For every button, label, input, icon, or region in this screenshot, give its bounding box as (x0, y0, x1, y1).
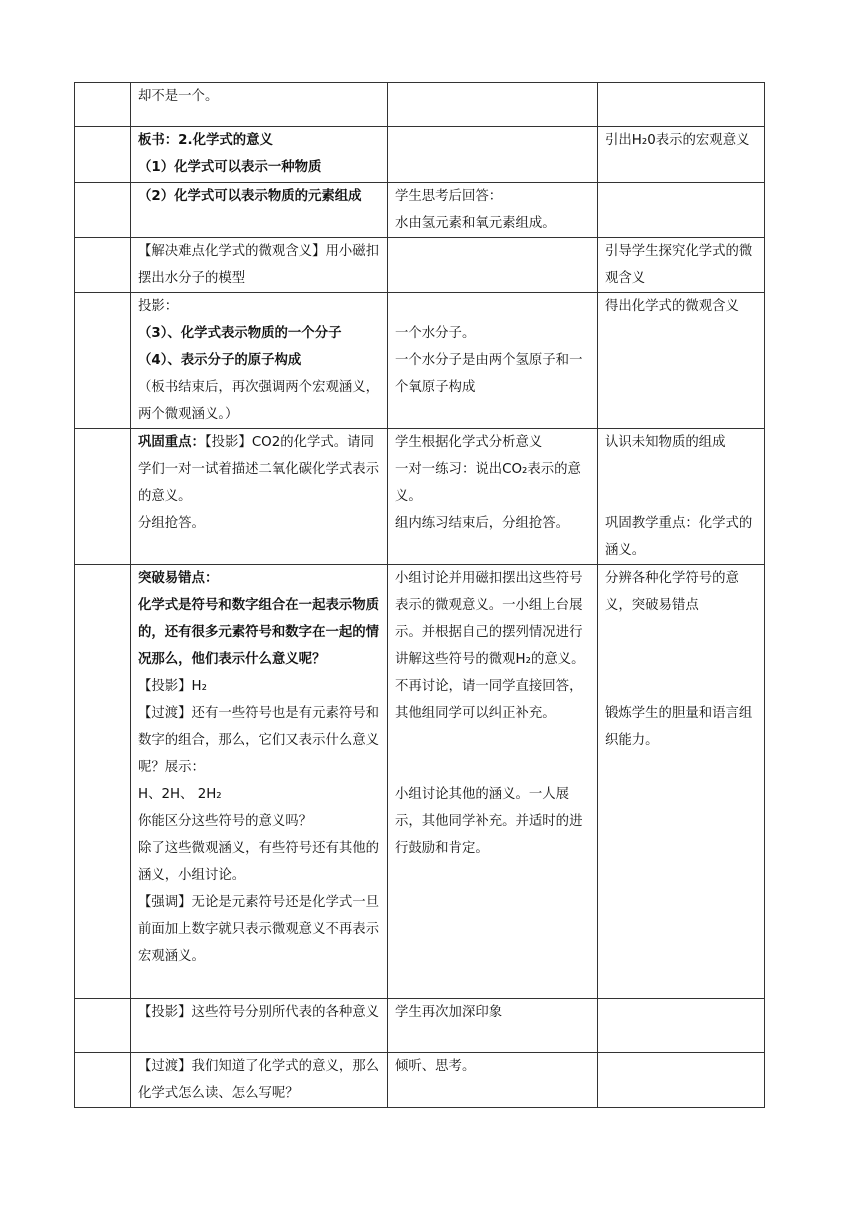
student-activity-cell (388, 83, 598, 127)
blank-line (605, 619, 757, 646)
cell-text-line (138, 154, 380, 181)
text-segment: 巩固重点： (138, 435, 205, 450)
cell-text-line (138, 700, 380, 781)
text-segment: 除了这些微观涵义，有些符号还有其他的涵义，小组讨论。 (138, 841, 380, 883)
content-cell (131, 83, 388, 127)
table-row (75, 83, 765, 127)
row-blank-cell (75, 127, 131, 183)
cell-text-line (138, 374, 380, 428)
row-blank-cell (75, 429, 131, 565)
cell-text-line (138, 999, 380, 1026)
cell-text-line (395, 320, 590, 347)
text-segment: 水由氢元素和氧元素组成。 (395, 216, 556, 231)
student-activity-cell (388, 238, 598, 293)
cell-text-line (395, 999, 590, 1026)
cell-text-line (605, 510, 757, 564)
cell-text-line (138, 565, 380, 592)
cell-text-line (138, 781, 380, 808)
text-segment: 组内练习结束后，分组抢答。 (395, 516, 570, 531)
text-segment: 【过渡】我们知道了化学式的意义，那么化学式怎么读、怎么写呢？ (138, 1059, 380, 1101)
text-segment: 【投影】H₂ (138, 679, 207, 694)
content-cell (131, 1053, 388, 1108)
text-segment: H、2H、 2H₂ (138, 787, 222, 802)
cell-text-line (138, 320, 380, 347)
text-segment: 学生思考后回答： (395, 189, 503, 204)
content-cell (131, 238, 388, 293)
blank-line (395, 727, 590, 754)
text-segment: 分组抢答。 (138, 516, 205, 531)
table-row (75, 238, 765, 293)
cell-text-line (138, 592, 380, 673)
content-cell (131, 999, 388, 1053)
blank-line (605, 646, 757, 673)
design-intent-cell (598, 183, 765, 238)
text-segment: 学生再次加深印象 (395, 1005, 503, 1020)
text-segment: 得出化学式的微观含义 (605, 299, 739, 314)
text-segment: 突破易错点： (138, 571, 219, 586)
design-intent-cell (598, 999, 765, 1053)
design-intent-cell (598, 429, 765, 565)
cell-text-line (138, 83, 380, 110)
table-row (75, 293, 765, 429)
student-activity-cell (388, 293, 598, 429)
text-segment: 板书：2.化学式的意义 (138, 133, 273, 148)
table-row (75, 999, 765, 1053)
student-activity-cell (388, 999, 598, 1053)
text-segment: （4）、表示分子的原子构成 (138, 353, 302, 368)
student-activity-cell (388, 1053, 598, 1108)
cell-text-line (138, 127, 380, 154)
row-blank-cell (75, 565, 131, 999)
cell-text-line (395, 210, 590, 237)
row-blank-cell (75, 293, 131, 429)
cell-text-line (138, 429, 380, 510)
text-segment: （2）化学式可以表示物质的元素组成 (138, 189, 362, 204)
text-segment: 引导学生探究化学式的微观含义 (605, 244, 753, 286)
text-segment: 化学式是符号和数字组合在一起表示物质的，还有很多元素符号和数字在一起的情况那么，他们表示什么意义呢？ (138, 598, 380, 667)
table-row (75, 1053, 765, 1108)
blank-line (605, 483, 757, 510)
cell-text-line (138, 673, 380, 700)
cell-text-line (605, 700, 757, 754)
cell-text-line (395, 456, 590, 510)
table-body (75, 83, 765, 1108)
design-intent-cell (598, 127, 765, 183)
table-row (75, 429, 765, 565)
cell-text-line (395, 183, 590, 210)
cell-text-line (138, 889, 380, 970)
cell-text-line (395, 510, 590, 537)
design-intent-cell (598, 1053, 765, 1108)
cell-text-line (138, 835, 380, 889)
text-segment: 却不是一个。 (138, 89, 219, 104)
text-segment: 倾听、思考。 (395, 1059, 476, 1074)
table-row (75, 565, 765, 999)
text-segment: 一个水分子是由两个氢原子和一个氧原子构成 (395, 353, 583, 395)
table-row (75, 183, 765, 238)
text-segment: （1）化学式可以表示一种物质 (138, 160, 322, 175)
text-segment: 【投影】这些符号分别所代表的各种意义 (138, 1005, 380, 1020)
student-activity-cell (388, 127, 598, 183)
student-activity-cell (388, 565, 598, 999)
cell-text-line (605, 293, 757, 320)
cell-text-line (138, 293, 380, 320)
cell-text-line (395, 1053, 590, 1080)
design-intent-cell (598, 293, 765, 429)
cell-text-line (138, 510, 380, 537)
text-segment: （3）、化学式表示物质的一个分子 (138, 326, 342, 341)
row-blank-cell (75, 83, 131, 127)
cell-text-line (138, 238, 380, 292)
text-segment: 锻炼学生的胆量和语言组织能力。 (605, 706, 753, 748)
cell-text-line (395, 781, 590, 862)
student-activity-cell (388, 429, 598, 565)
content-cell (131, 183, 388, 238)
cell-text-line (605, 238, 757, 292)
cell-text-line (138, 183, 380, 210)
cell-text-line (138, 1053, 380, 1107)
text-segment: 【解决难点化学式的微观含义】用小磁扣摆出水分子的模型 (138, 244, 380, 286)
text-segment-tail: 【投影】CO2的化学式。请同学们一对一试着描述二氧化碳化学式表示的意义。 (138, 435, 380, 504)
text-segment: 认识未知物质的组成 (605, 435, 726, 450)
text-segment: 小组讨论并用磁扣摆出这些符号表示的微观意义。一小组上台展示。并根据自己的摆列情况进行讲解这些符号的微观H₂的意义。不再讨论，请一同学直接回答，其他组同学可以纠正补充。 (395, 571, 585, 721)
content-cell (131, 429, 388, 565)
cell-text-line (605, 127, 757, 154)
table-row (75, 127, 765, 183)
text-segment: 小组讨论其他的涵义。一人展示，其他同学补充。并适时的进行鼓励和肯定。 (395, 787, 583, 856)
blank-line (395, 754, 590, 781)
text-segment: 【强调】无论是元素符号还是化学式一旦前面加上数字就只表示微观意义不再表示宏观涵义。 (138, 895, 380, 964)
cell-text-line (138, 347, 380, 374)
row-blank-cell (75, 238, 131, 293)
text-segment: 引出H₂0表示的宏观意义 (605, 133, 750, 148)
blank-line (605, 673, 757, 700)
blank-line (395, 293, 590, 320)
text-segment: 巩固教学重点：化学式的涵义。 (605, 516, 753, 558)
text-segment: 分辨各种化学符号的意义，突破易错点 (605, 571, 739, 613)
text-segment: 一对一练习：说出CO₂表示的意义。 (395, 462, 581, 504)
cell-text-line (395, 347, 590, 401)
row-blank-cell (75, 183, 131, 238)
text-segment: 投影： (138, 299, 179, 314)
cell-text-line (138, 808, 380, 835)
row-blank-cell (75, 1053, 131, 1108)
blank-line (605, 456, 757, 483)
text-segment: 【过渡】还有一些符号也是有元素符号和数字的组合，那么，它们又表示什么意义呢？展示： (138, 706, 380, 775)
content-cell (131, 565, 388, 999)
cell-text-line (395, 429, 590, 456)
text-segment: 学生根据化学式分析意义 (395, 435, 543, 450)
design-intent-cell (598, 83, 765, 127)
cell-text-line (605, 565, 757, 619)
design-intent-cell (598, 565, 765, 999)
text-segment: 一个水分子。 (395, 326, 476, 341)
student-activity-cell (388, 183, 598, 238)
content-cell (131, 127, 388, 183)
design-intent-cell (598, 238, 765, 293)
content-cell (131, 293, 388, 429)
row-blank-cell (75, 999, 131, 1053)
text-segment: （板书结束后，再次强调两个宏观涵义，两个微观涵义。） (138, 380, 380, 422)
text-segment: 你能区分这些符号的意义吗？ (138, 814, 313, 829)
lesson-plan-table (74, 82, 765, 1108)
cell-text-line (605, 429, 757, 456)
cell-text-line (395, 565, 590, 727)
